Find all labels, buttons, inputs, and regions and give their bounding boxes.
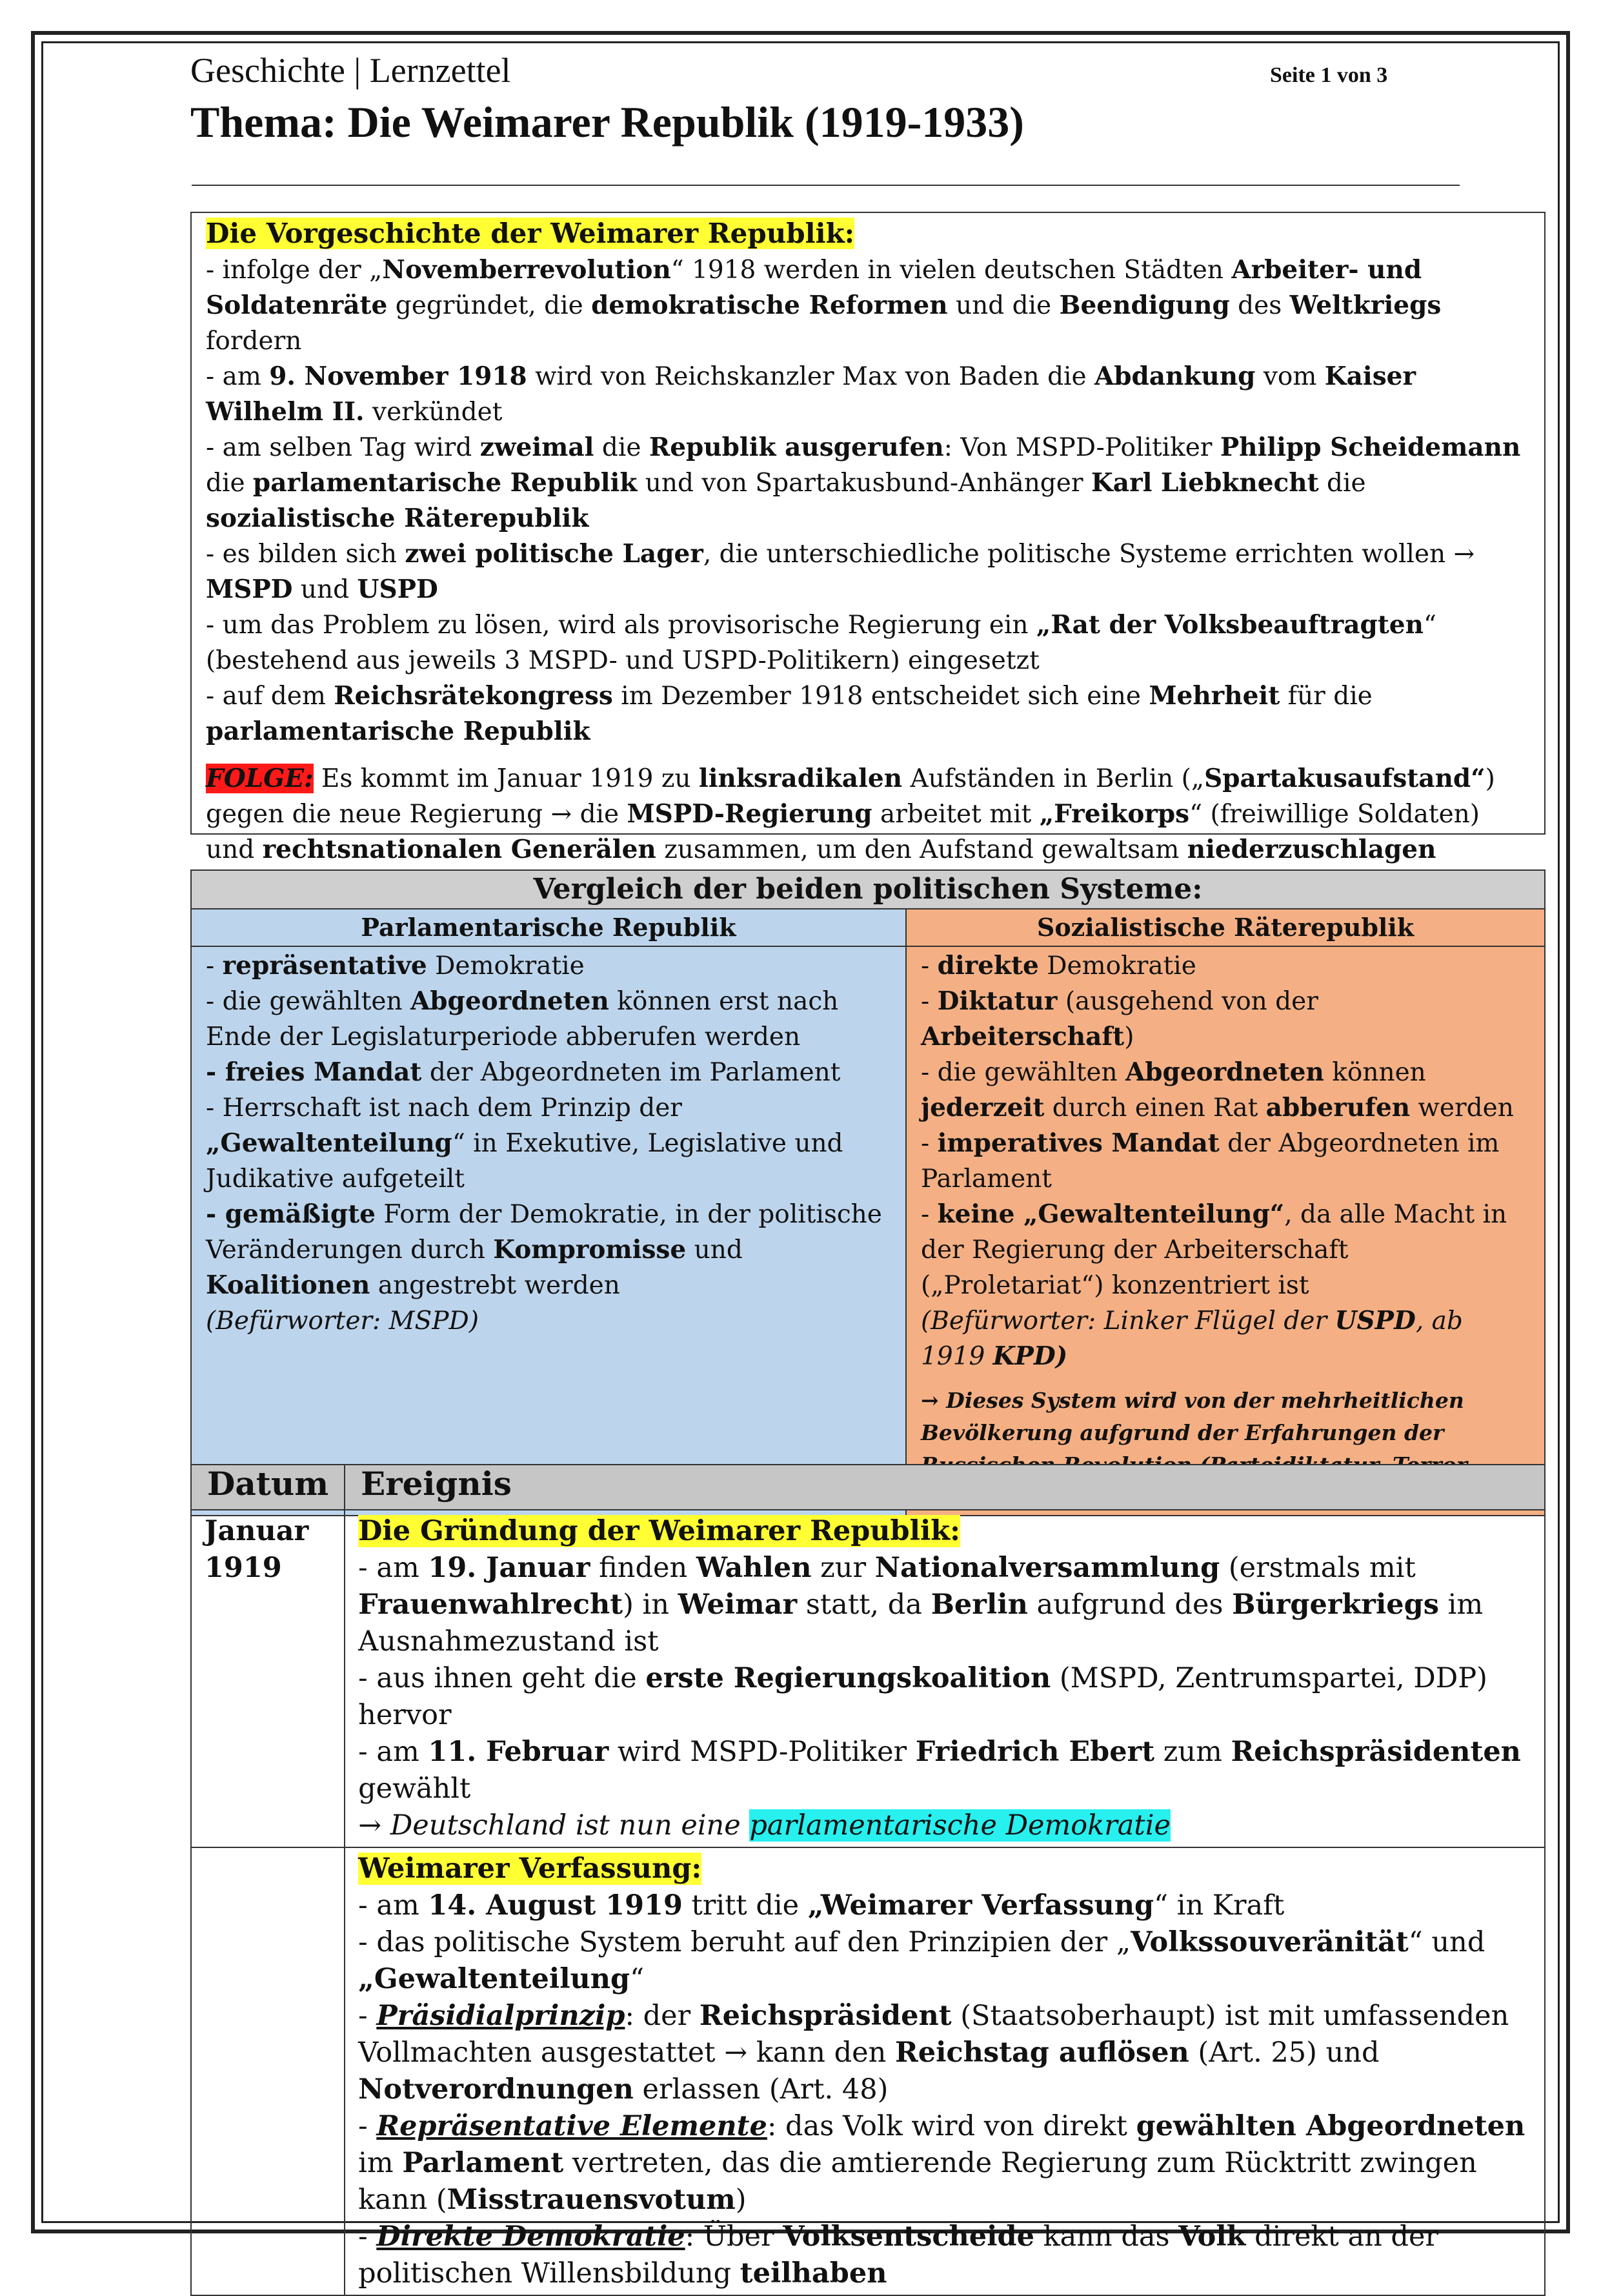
vorgeschichte-point: - um das Problem zu lösen, wird als provisorische Regierung ein „Rat der Volksbeauftragten“ (bestehend aus jeweils 3 MSPD- und USPD-Politikern) eingesetzt [206, 610, 1436, 675]
supporters-mspd: (Befürworter: MSPD) [206, 1306, 479, 1336]
ablehnung-note: → Dieses System wird von der mehrheitlichen Bevölkerung aufgrund der Erfahrungen der [921, 1388, 1464, 1445]
table-row [191, 1847, 1545, 2295]
vorgeschichte-point: - am 9. November 1918 wird von Reichskanzler Max von Baden die Abdankung vom Kaiser Wilhelm II. verkündet [206, 361, 1416, 427]
subject-label: Geschichte | Lernzettel [190, 51, 511, 90]
row-datum [191, 1847, 345, 2295]
row-ereignis: Weimarer Verfassung: - am 14. August 1919 tritt die „Weimarer Verfassung“ in Kraft - das politische System beruht auf den Prinzipien der „Volkssouveränität“ und „Gewaltenteilung“ - Präsidialprinzip: der Reichspräsident (Staatsoberhaupt) ist mit umfassenden Vollmachten ausgestattet → kann den Reichstag auflösen (Art. 25) und Notverordnungen erlassen (Art. 48) - Repräsentative Elemente: das Volk wird von direkt gewählten Abgeordneten im Parlament vertreten, das die amtierende Regierung zum Rücktritt zwingen kann (Misstrauensvotum) - Direkte Demokratie: Über Volksentscheide kann das Volk direkt an der politischen Willensbildung teilhaben [345, 1847, 1545, 2295]
page-number: Seite 1 von 3 [1270, 63, 1388, 87]
col-ereignis: Ereignis [345, 1465, 1545, 1510]
verfassung-heading: Weimarer Verfassung: [358, 1853, 702, 1885]
folge-paragraph: FOLGE: Es kommt im Januar 1919 zu linksradikalen Aufständen in Berlin („Spartakusaufstand“) gegen die neue Regierung → die MSPD-Regierung arbeitet mit „Freikorps“ (freiwillige Soldaten) und rechtsnationalen Generälen zusammen, um den Aufstand gewaltsam niederzuschlagen [206, 761, 1530, 903]
vorgeschichte-heading: Die Vorgeschichte der Weimarer Republik: [206, 218, 855, 249]
page-title: Thema: Die Weimarer Republik (1919-1933) [190, 97, 1024, 147]
col-parlamentarisch: Parlamentarische Republik [191, 909, 906, 946]
ereignis-table [190, 1464, 1546, 2296]
col-raeterepublik: Sozialistische Räterepublik [906, 909, 1545, 946]
vorgeschichte-point: - am selben Tag wird zweimal die Republik ausgerufen: Von MSPD-Politiker Philipp Scheidemann die parlamentarische Republik und von Spartakusbund-Anhänger Karl Liebknecht die sozialistische Räterepublik [206, 432, 1521, 533]
folge-label: FOLGE: [206, 764, 314, 793]
vorgeschichte-point: - auf dem Reichsrätekongress im Dezember 1918 entscheidet sich eine Mehrheit für die parlamentarische Republik [206, 681, 1373, 746]
demokratie-highlight: parlamentarische Demokratie [749, 1809, 1171, 1842]
row-ereignis: Die Gründung der Weimarer Republik: - am 19. Januar finden Wahlen zur Nationalversammlung (erstmals mit Frauenwahlrecht) in Weimar statt, da Berlin aufgrund des Bürgerkriegs im Ausnahmezustand ist - aus ihnen geht die erste Regierungskoalition (MSPD, Zentrumspartei, DDP) hervor - am 11. Februar wird MSPD-Politiker Friedrich Ebert zum Reichspräsidenten gewählt → Deutschland ist nun eine parlamentarische Demokratie [345, 1510, 1545, 1847]
vergleich-title: Vergleich der beiden politischen Systeme: [191, 870, 1545, 909]
table-row [191, 1510, 1545, 1847]
parlamentarisch-cell: - repräsentative Demokratie - die gewählten Abgeordneten können erst nach Ende der Legislaturperiode abberufen werden - freies Mandat der Abgeordneten im Parlament - Herrschaft ist nach dem Prinzip der „Gewaltenteilung“ in Exekutive, Legislative und Judikative aufgeteilt - gemäßigte Form der Demokratie, in der politische Veränderungen durch Kompromisse und Koalitionen angestrebt werden (Befürworter: MSPD) [191, 946, 906, 1516]
vorgeschichte-point: - infolge der „Novemberrevolution“ 1918 werden in vielen deutschen Städten Arbeiter- und Soldatenräte gegründet, die demokratische Reformen und die Beendigung des Weltkriegs fordern [206, 255, 1442, 356]
vergleich-table [190, 869, 1546, 1516]
title-divider [192, 185, 1460, 186]
gruendung-heading: Die Gründung der Weimarer Republik: [358, 1515, 960, 1547]
raeterepublik-cell: - direkte Demokratie - Diktatur (ausgehend von der Arbeiterschaft) - die gewählten Abgeordneten können jederzeit durch einen Rat abberufen werden - imperatives Mandat der Abgeordneten im Parlament - keine „Gewaltenteilung“, da alle Macht in der Regierung der Arbeiterschaft („Proletariat“) konzentriert ist (Befürworter: Linker Flügel der USPD, ab 1919 KPD) → Dieses System wird von der mehrheitlichen Bevölkerung aufgrund der Erfahrungen der [906, 946, 1545, 1516]
vorgeschichte-point: - es bilden sich zwei politische Lager, die unterschiedliche politische Systeme errichten wollen → MSPD und USPD [206, 539, 1475, 604]
row-datum: Januar 1919 [191, 1510, 345, 1847]
col-datum: Datum [191, 1465, 345, 1510]
vorgeschichte-box [190, 212, 1546, 864]
